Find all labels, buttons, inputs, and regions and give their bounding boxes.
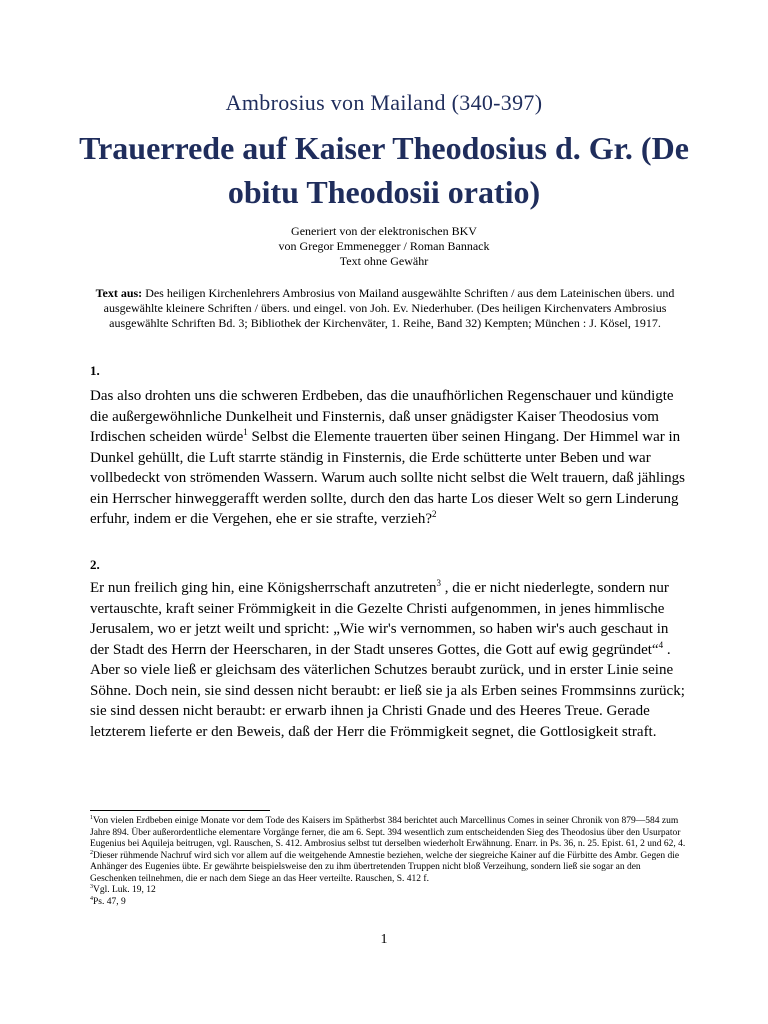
- footnote-divider: [90, 810, 270, 811]
- footnote-1-number: 1: [90, 814, 93, 821]
- document-title: Trauerrede auf Kaiser Theodosius d. Gr. (De obitu Theodosii oratio): [79, 130, 689, 210]
- source-label: Text aus:: [95, 286, 143, 300]
- footnote-4-text: Ps. 47, 9: [93, 896, 126, 907]
- footnotes: [90, 816, 686, 908]
- section-number-2: 2.: [90, 557, 100, 572]
- section-2-text-b: , die er nicht niederlegte, sondern nur vertauschte, kraft seiner Frömmigkeit in die Gezelte Christi aufgenommen, in jenes himmlische Jerusalem, wo er jetzt weilt und spricht: „Wie wir's vernommen, so haben wir's auch geschaut in der Stadt des Herrn der Heerscharen, in der Stadt unseres Gottes, die Gott auf ewig gegründet“: [90, 580, 669, 658]
- generation-line-2: von Gregor Emmenegger / Roman Bannack: [278, 239, 490, 253]
- footnote-1-text: Von vielen Erdbeben einige Monate vor dem Tode des Kaisers im Spätherbst 384 berichtet auch Marcellinus Comes in seiner Chronik von 879—584 zum Jahre 894. Über außerordentliche elementare Vorgänge ferner, die am 6. Sept. 394 wesentlich zum entscheidenden Sieg des Theodosius über den Usurpator Eugenius bei Aquileja beitrugen, vgl. Rauschen, S. 412. Ambrosius selbst tut derselben wiederholt Erwähnung. Enarr. in Ps. 36, n. 25. Epist. 61, 2 und 62, 4.: [90, 816, 686, 849]
- section-2-text-a: Er nun freilich ging hin, eine Königsherrschaft anzutreten: [90, 580, 437, 596]
- generation-line-3: Text ohne Gewähr: [339, 254, 429, 268]
- footnote-2: [90, 851, 686, 886]
- footnote-4: [90, 897, 686, 909]
- footnote-1: [90, 816, 686, 851]
- footnote-2-number: 2: [90, 849, 93, 856]
- section-1-text-b: Selbst die Elemente trauerten über seinen Hingang. Der Himmel war in Dunkel gehüllt, die Luft starrte ständig in Finsternis, die Erde schütterte unter Beben und war vollbedeckt von strömenden Wassern. Warum auch sollte nicht selbst die Welt trauern, daß jählings ein Herrscher hinweggerafft werden sollte, durch den das harte Los dieser Welt so gern Linderung erfuhr, indem er die Vergehen, ehe er sie strafte, verzieh?: [90, 429, 685, 527]
- source-text: Des heiligen Kirchenlehrers Ambrosius von Mailand ausgewählte Schriften / aus dem Lateinischen übers. und ausgewählte kleinere Schriften / übers. und eingel. von Joh. Ev. Niederhuber. (Des heiligen Kirchenvaters Ambrosius ausgewählte Schriften Bd. 3; Bibliothek der Kirchenväter, 1. Reihe, Band 32) Kempten; München : J. Kösel, 1917.: [103, 286, 675, 330]
- author-heading: Ambrosius von Mailand (340-397): [225, 90, 543, 115]
- section-number-1: 1.: [90, 363, 100, 378]
- footnote-2-text: Dieser rühmende Nachruf wird sich vor allem auf die weitgehende Amnestie beziehen, welche der siegreiche Kainer auf die Fürbitte des Ambr. Gegen die Anhänger des Eugenies übte. Er gewährte beispielsweise den zu ihm übertretenden Truppen nicht bloß Verzeihung, sondern ließ sie sogar an den Geschenken teilnehmen, die er nach dem Siege an das Heer verteilte. Rauschen, S. 412 f.: [90, 850, 680, 884]
- footnote-ref-4[interactable]: 4: [658, 639, 664, 650]
- footnote-ref-1[interactable]: 1: [243, 427, 248, 437]
- generation-info: [0, 224, 768, 269]
- generation-line-1: Generiert von der elektronischen BKV: [291, 224, 477, 238]
- footnote-3: [90, 885, 686, 897]
- source-citation: [88, 286, 682, 331]
- footnote-4-number: 4: [90, 895, 93, 902]
- section-1-text-a: Das also drohten uns die schweren Erdbeben, das die unaufhörlichen Regenschauer und kündigte die außergewöhnliche Dunkelheit und Finsternis, daß unser gnädigster Kaiser Theodosius vom Irdischen scheiden würde: [90, 388, 674, 445]
- footnote-3-number: 3: [90, 883, 93, 890]
- page-number: 1: [380, 932, 388, 947]
- footnote-ref-2[interactable]: 2: [432, 509, 437, 519]
- footnote-3-text: Vgl. Luk. 19, 12: [93, 885, 156, 895]
- section-2-text-c: . Aber so viele ließ er gleichsam des väterlichen Schutzes beraubt zurück, und in erster Linie seine Söhne. Doch nein, sie sind dessen nicht beraubt: er ließ sie ja als Erben seines Frommsinns zurück; sie sind dessen nicht beraubt: er erwarb ihnen ja Christi Gnade und des Heeres Treue. Gerade letzterem lieferte er den Beweis, daß der Herr die Frömmigkeit segnet, die Gottlosigkeit straft.: [90, 641, 685, 740]
- section-paragraph-1: [90, 386, 686, 530]
- section-paragraph-2: [90, 578, 686, 742]
- footnote-ref-3[interactable]: 3: [436, 578, 442, 588]
